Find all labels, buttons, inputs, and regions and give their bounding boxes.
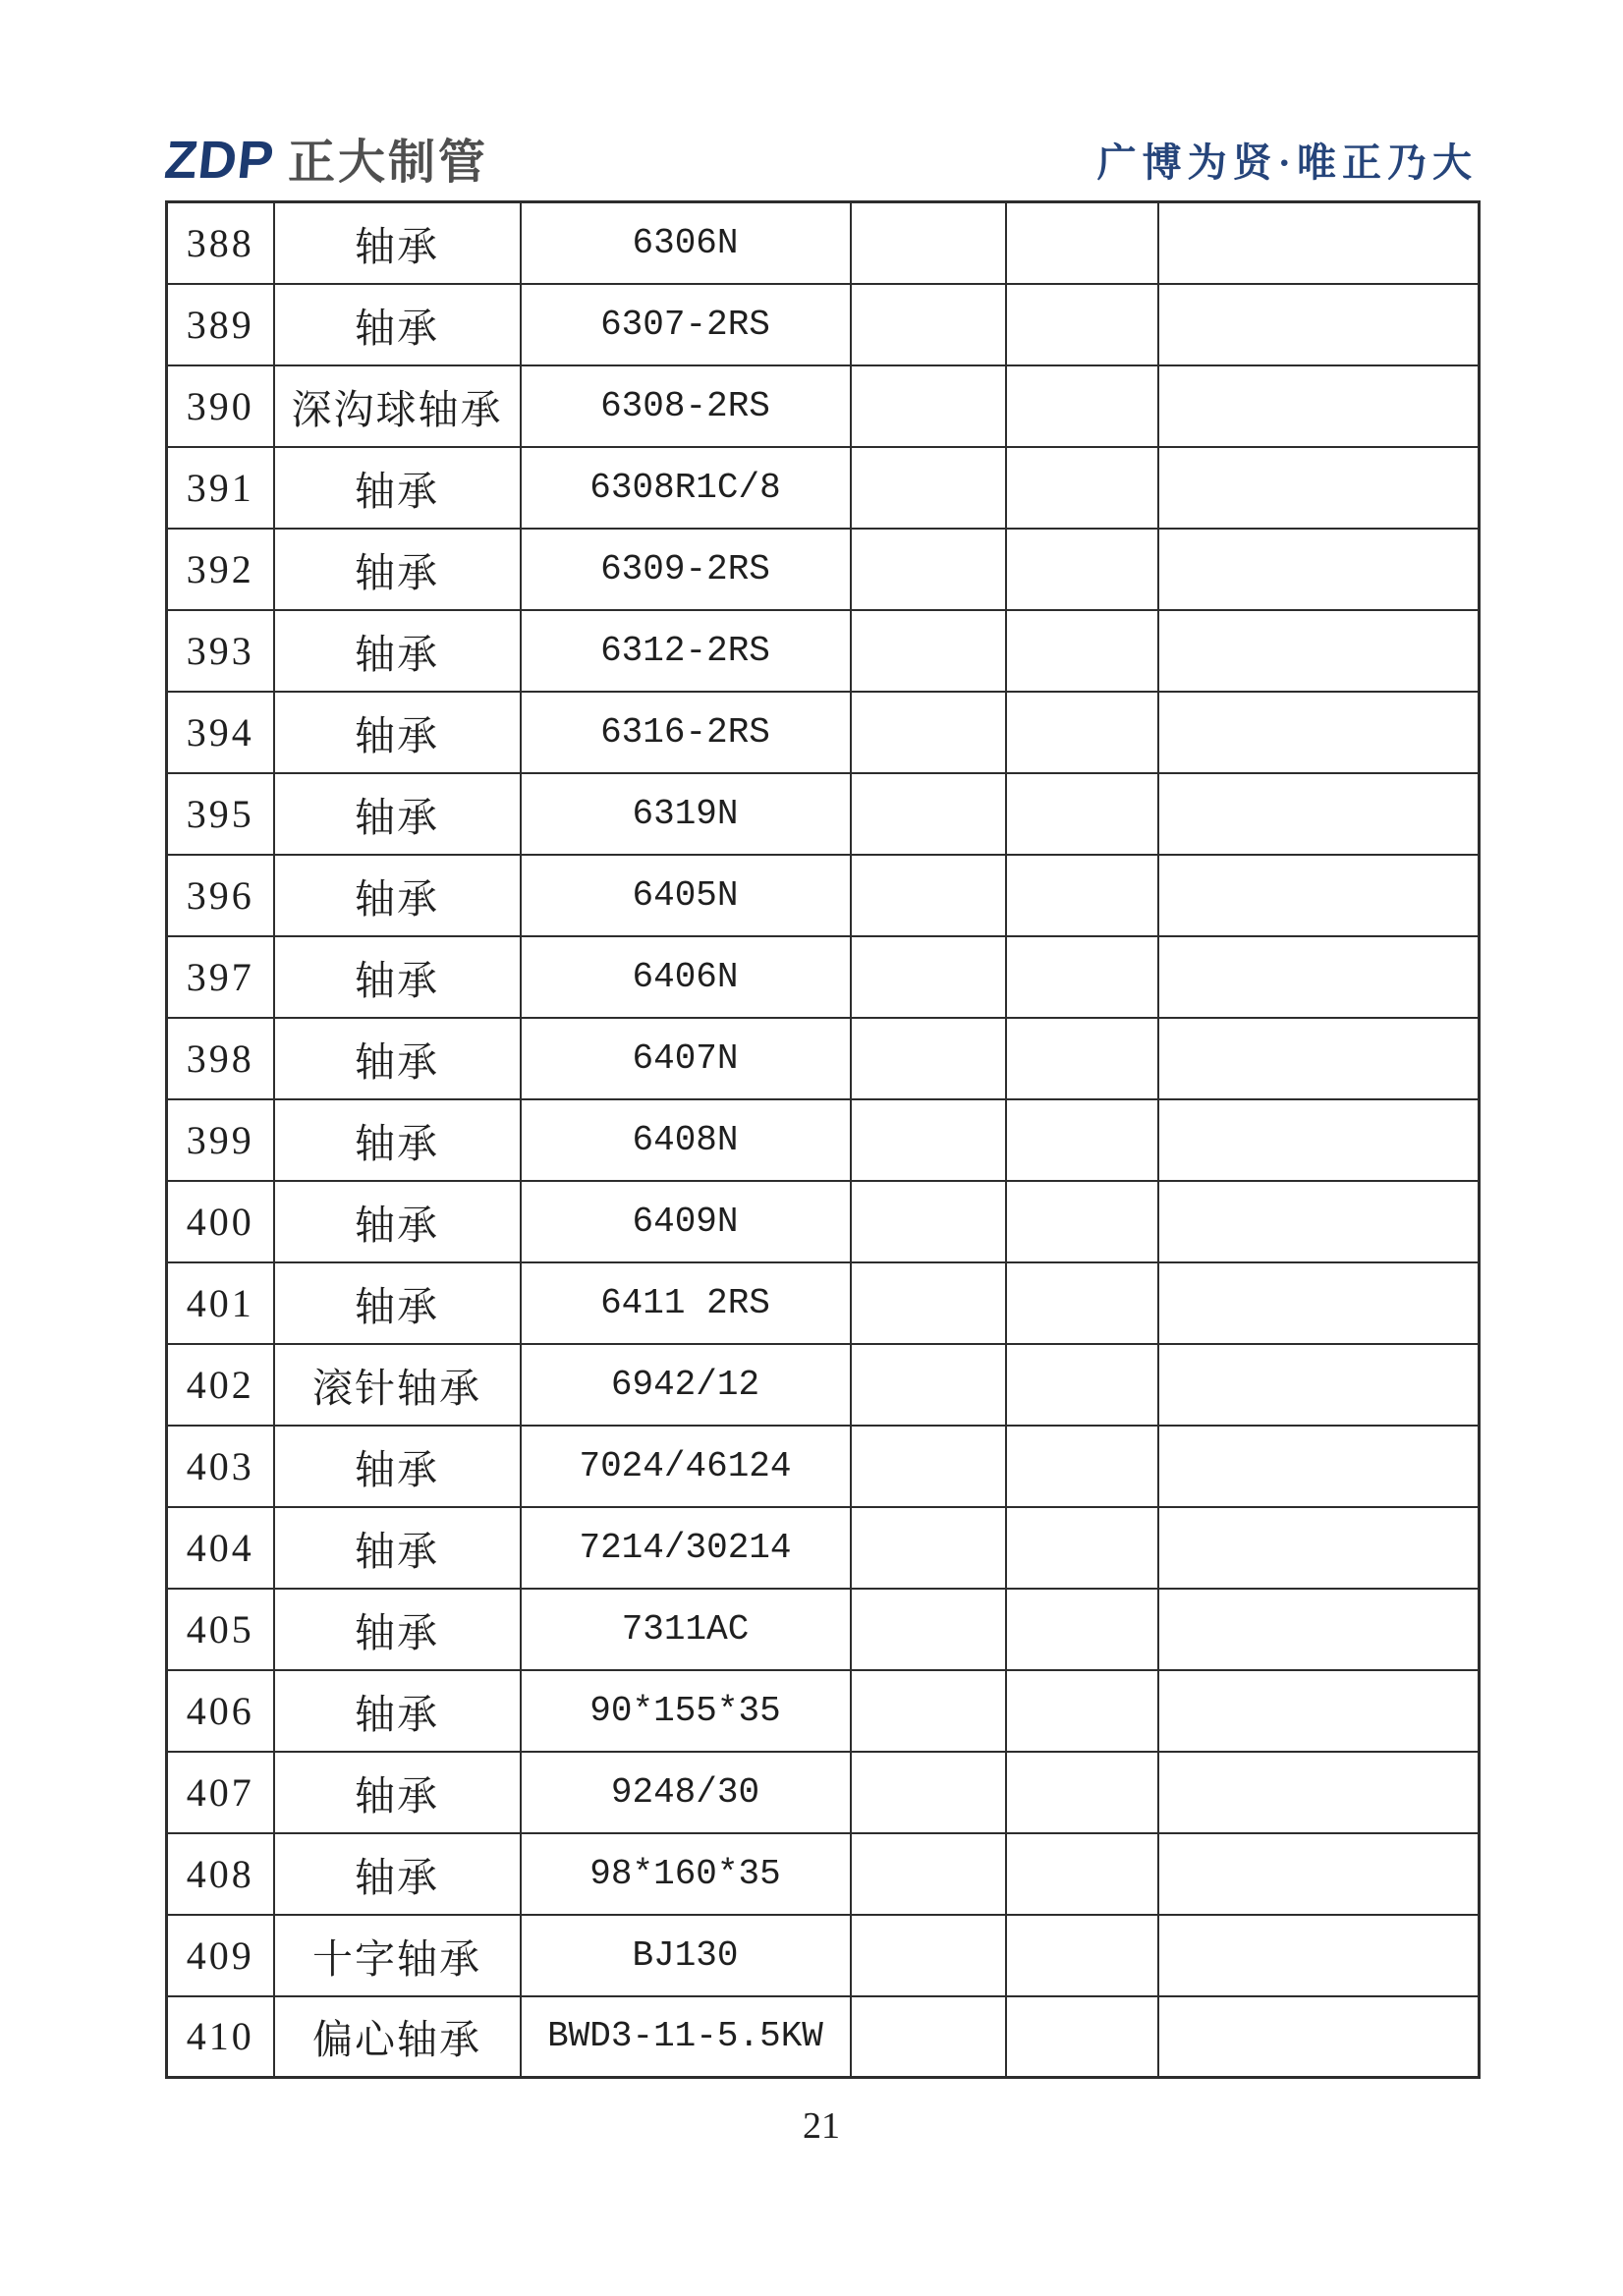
table-row xyxy=(167,1833,1480,1915)
cell-part-spec: 6308R1C/8 xyxy=(521,447,851,529)
cell-part-spec: 6306N xyxy=(521,202,851,284)
cell-empty-3 xyxy=(1158,1018,1480,1099)
table-row xyxy=(167,1099,1480,1181)
cell-row-number: 398 xyxy=(167,1018,274,1099)
cell-empty-1 xyxy=(851,610,1006,692)
cell-empty-3 xyxy=(1158,1833,1480,1915)
cell-part-name: 轴承 xyxy=(274,1181,521,1262)
cell-empty-3 xyxy=(1158,1507,1480,1589)
cell-row-number: 388 xyxy=(167,202,274,284)
table-row xyxy=(167,855,1480,936)
cell-empty-3 xyxy=(1158,1262,1480,1344)
cell-empty-1 xyxy=(851,936,1006,1018)
cell-part-name: 轴承 xyxy=(274,1018,521,1099)
table-row xyxy=(167,202,1480,284)
table-row xyxy=(167,1507,1480,1589)
cell-part-spec: 6409N xyxy=(521,1181,851,1262)
parts-table-body xyxy=(167,202,1480,2078)
cell-row-number: 409 xyxy=(167,1915,274,1996)
table-row xyxy=(167,1589,1480,1670)
cell-empty-2 xyxy=(1006,1018,1158,1099)
cell-empty-1 xyxy=(851,692,1006,773)
cell-empty-3 xyxy=(1158,1181,1480,1262)
cell-part-spec: 6307-2RS xyxy=(521,284,851,365)
cell-part-spec: 98*160*35 xyxy=(521,1833,851,1915)
cell-empty-1 xyxy=(851,365,1006,447)
cell-part-spec: 6408N xyxy=(521,1099,851,1181)
cell-part-name: 深沟球轴承 xyxy=(274,365,521,447)
cell-part-spec: 6942/12 xyxy=(521,1344,851,1426)
cell-row-number: 395 xyxy=(167,773,274,855)
cell-empty-3 xyxy=(1158,1996,1480,2078)
cell-part-name: 轴承 xyxy=(274,1426,521,1507)
cell-empty-1 xyxy=(851,202,1006,284)
cell-row-number: 404 xyxy=(167,1507,274,1589)
cell-part-spec: BWD3-11-5.5KW xyxy=(521,1996,851,2078)
cell-part-name: 轴承 xyxy=(274,1589,521,1670)
cell-empty-2 xyxy=(1006,773,1158,855)
cell-empty-3 xyxy=(1158,284,1480,365)
table-row xyxy=(167,1344,1480,1426)
cell-part-name: 轴承 xyxy=(274,529,521,610)
cell-empty-2 xyxy=(1006,1507,1158,1589)
cell-part-name: 轴承 xyxy=(274,284,521,365)
cell-part-spec: 6308-2RS xyxy=(521,365,851,447)
cell-part-name: 偏心轴承 xyxy=(274,1996,521,2078)
cell-empty-1 xyxy=(851,1589,1006,1670)
cell-row-number: 403 xyxy=(167,1426,274,1507)
cell-part-spec: 6406N xyxy=(521,936,851,1018)
cell-empty-3 xyxy=(1158,1426,1480,1507)
cell-empty-1 xyxy=(851,1507,1006,1589)
table-row xyxy=(167,936,1480,1018)
cell-empty-3 xyxy=(1158,936,1480,1018)
cell-row-number: 396 xyxy=(167,855,274,936)
cell-empty-2 xyxy=(1006,936,1158,1018)
cell-empty-2 xyxy=(1006,1099,1158,1181)
cell-empty-1 xyxy=(851,855,1006,936)
cell-empty-1 xyxy=(851,1099,1006,1181)
zdp-logo-mark: ZDP xyxy=(161,131,278,190)
cell-row-number: 391 xyxy=(167,447,274,529)
cell-empty-1 xyxy=(851,1262,1006,1344)
page-number: 21 xyxy=(803,2105,840,2147)
cell-row-number: 400 xyxy=(167,1181,274,1262)
cell-empty-2 xyxy=(1006,447,1158,529)
cell-empty-3 xyxy=(1158,1344,1480,1426)
cell-part-spec: 7214/30214 xyxy=(521,1507,851,1589)
table-row xyxy=(167,692,1480,773)
cell-empty-3 xyxy=(1158,1589,1480,1670)
parts-table xyxy=(165,200,1481,2079)
cell-empty-1 xyxy=(851,1018,1006,1099)
cell-empty-1 xyxy=(851,1670,1006,1752)
cell-row-number: 390 xyxy=(167,365,274,447)
cell-part-name: 十字轴承 xyxy=(274,1915,521,1996)
cell-empty-2 xyxy=(1006,1426,1158,1507)
cell-part-name: 轴承 xyxy=(274,936,521,1018)
company-name-text: 正大制管 xyxy=(288,137,489,189)
cell-row-number: 402 xyxy=(167,1344,274,1426)
cell-row-number: 389 xyxy=(167,284,274,365)
cell-empty-1 xyxy=(851,773,1006,855)
cell-row-number: 392 xyxy=(167,529,274,610)
cell-empty-1 xyxy=(851,1344,1006,1426)
cell-part-name: 轴承 xyxy=(274,1262,521,1344)
table-row xyxy=(167,1670,1480,1752)
cell-part-name: 轴承 xyxy=(274,202,521,284)
cell-row-number: 393 xyxy=(167,610,274,692)
cell-part-name: 轴承 xyxy=(274,1752,521,1833)
cell-part-name: 轴承 xyxy=(274,1099,521,1181)
cell-empty-2 xyxy=(1006,1344,1158,1426)
cell-empty-2 xyxy=(1006,284,1158,365)
table-row xyxy=(167,610,1480,692)
table-row xyxy=(167,365,1480,447)
cell-part-spec: 6407N xyxy=(521,1018,851,1099)
cell-empty-2 xyxy=(1006,855,1158,936)
cell-empty-3 xyxy=(1158,365,1480,447)
table-row xyxy=(167,529,1480,610)
company-logo xyxy=(161,131,489,190)
cell-row-number: 407 xyxy=(167,1752,274,1833)
cell-row-number: 405 xyxy=(167,1589,274,1670)
cell-part-name: 轴承 xyxy=(274,692,521,773)
cell-empty-3 xyxy=(1158,529,1480,610)
cell-row-number: 397 xyxy=(167,936,274,1018)
table-row xyxy=(167,284,1480,365)
cell-empty-2 xyxy=(1006,1262,1158,1344)
cell-empty-2 xyxy=(1006,692,1158,773)
table-row xyxy=(167,773,1480,855)
cell-part-name: 轴承 xyxy=(274,1507,521,1589)
table-row xyxy=(167,1752,1480,1833)
cell-empty-1 xyxy=(851,284,1006,365)
cell-part-spec: 6316-2RS xyxy=(521,692,851,773)
table-row xyxy=(167,1018,1480,1099)
cell-row-number: 408 xyxy=(167,1833,274,1915)
cell-row-number: 399 xyxy=(167,1099,274,1181)
cell-part-spec: 9248/30 xyxy=(521,1752,851,1833)
cell-empty-2 xyxy=(1006,1752,1158,1833)
table-row xyxy=(167,1996,1480,2078)
cell-empty-3 xyxy=(1158,855,1480,936)
cell-row-number: 401 xyxy=(167,1262,274,1344)
cell-empty-2 xyxy=(1006,610,1158,692)
cell-part-name: 轴承 xyxy=(274,855,521,936)
cell-part-spec: 90*155*35 xyxy=(521,1670,851,1752)
cell-part-spec: 7024/46124 xyxy=(521,1426,851,1507)
cell-row-number: 394 xyxy=(167,692,274,773)
cell-part-spec: BJ130 xyxy=(521,1915,851,1996)
cell-empty-1 xyxy=(851,1426,1006,1507)
cell-part-name: 轴承 xyxy=(274,447,521,529)
cell-part-spec: 6319N xyxy=(521,773,851,855)
cell-empty-2 xyxy=(1006,202,1158,284)
cell-empty-2 xyxy=(1006,1996,1158,2078)
cell-part-spec: 6312-2RS xyxy=(521,610,851,692)
cell-empty-3 xyxy=(1158,610,1480,692)
cell-part-name: 轴承 xyxy=(274,1670,521,1752)
cell-row-number: 406 xyxy=(167,1670,274,1752)
table-row xyxy=(167,1262,1480,1344)
table-row xyxy=(167,1426,1480,1507)
table-row xyxy=(167,1181,1480,1262)
cell-part-spec: 7311AC xyxy=(521,1589,851,1670)
cell-empty-2 xyxy=(1006,1181,1158,1262)
cell-empty-3 xyxy=(1158,202,1480,284)
cell-empty-1 xyxy=(851,1752,1006,1833)
cell-empty-3 xyxy=(1158,773,1480,855)
cell-empty-2 xyxy=(1006,1589,1158,1670)
cell-empty-1 xyxy=(851,1181,1006,1262)
cell-part-name: 滚针轴承 xyxy=(274,1344,521,1426)
cell-empty-1 xyxy=(851,447,1006,529)
cell-empty-3 xyxy=(1158,1099,1480,1181)
cell-part-name: 轴承 xyxy=(274,610,521,692)
cell-part-name: 轴承 xyxy=(274,773,521,855)
company-slogan: 广博为贤·唯正乃大 xyxy=(1096,140,1478,185)
cell-empty-3 xyxy=(1158,1915,1480,1996)
cell-part-spec: 6405N xyxy=(521,855,851,936)
cell-empty-1 xyxy=(851,529,1006,610)
cell-empty-3 xyxy=(1158,1752,1480,1833)
cell-row-number: 410 xyxy=(167,1996,274,2078)
page-header xyxy=(161,130,1478,190)
cell-part-spec: 6309-2RS xyxy=(521,529,851,610)
cell-empty-2 xyxy=(1006,529,1158,610)
cell-empty-2 xyxy=(1006,1833,1158,1915)
cell-empty-3 xyxy=(1158,692,1480,773)
cell-empty-2 xyxy=(1006,1915,1158,1996)
cell-empty-1 xyxy=(851,1915,1006,1996)
cell-empty-3 xyxy=(1158,447,1480,529)
table-row xyxy=(167,1915,1480,1996)
cell-empty-1 xyxy=(851,1833,1006,1915)
cell-empty-3 xyxy=(1158,1670,1480,1752)
cell-empty-2 xyxy=(1006,1670,1158,1752)
cell-part-name: 轴承 xyxy=(274,1833,521,1915)
page-footer xyxy=(165,2104,1478,2148)
cell-empty-1 xyxy=(851,1996,1006,2078)
cell-part-spec: 6411 2RS xyxy=(521,1262,851,1344)
cell-empty-2 xyxy=(1006,365,1158,447)
table-row xyxy=(167,447,1480,529)
